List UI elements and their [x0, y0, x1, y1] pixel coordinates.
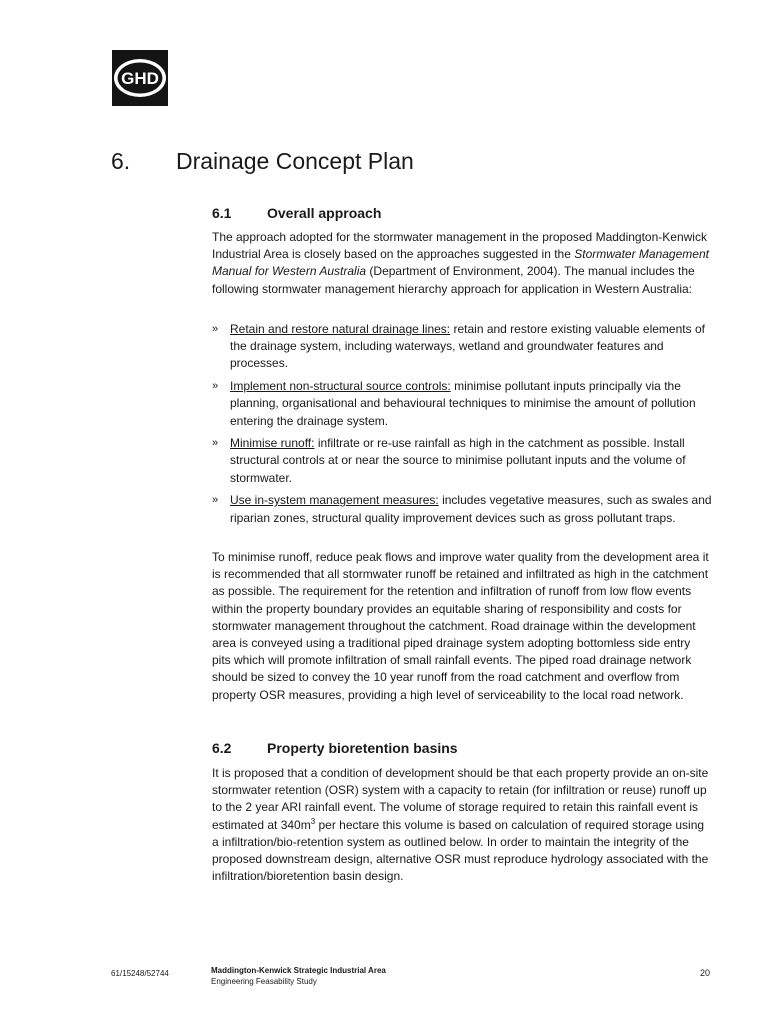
- section-number: 6.1: [212, 205, 232, 221]
- list-item-label: Minimise runoff:: [230, 436, 315, 451]
- section-title: Property bioretention basins: [267, 740, 458, 756]
- intro-text: The approach adopted for the stormwater management in the proposed Maddington-Kenwick Industrial Area is closely based on the approaches suggested in the: [212, 230, 707, 262]
- chapter-heading: [111, 148, 414, 175]
- bullet-glyph: »: [212, 380, 219, 393]
- runoff-paragraph: [212, 549, 712, 704]
- list-item-text: infiltrate or re-use rainfall as high in the catchment as possible. Install structural controls at or near the source to minimise pollutant inputs and the volume of stormwater.: [230, 436, 686, 485]
- document-number: 61/15248/52744: [111, 969, 169, 978]
- chapter-title: Drainage Concept Plan: [176, 148, 414, 174]
- paragraph-text-cont: per hectare this volume is based on calculation of required storage using a infiltration/bio-retention system as outlined below. In order to maintain the integrity of the proposed downstream design, alternative OSR must reproduce hydrology associated with the infiltration/bioretention basin design.: [212, 817, 709, 884]
- bullet-glyph: »: [212, 494, 219, 507]
- list-item-label: Retain and restore natural drainage lines:: [230, 322, 451, 336]
- footer-project-subtitle: Engineering Feasability Study: [211, 976, 317, 986]
- list-item-text: retain and restore existing valuable elements of the drainage system, including waterways, wetland and groundwater features and processes.: [230, 322, 705, 371]
- section-heading-6-2: [212, 740, 458, 756]
- hierarchy-list: [212, 321, 712, 532]
- list-item: [212, 378, 712, 430]
- list-item: [212, 321, 712, 373]
- paragraph-text: It is proposed that a condition of development should be that each property provide an on-site stormwater retention (OSR) system with a capacity to retain (for infiltration or reuse) runoff up to the 2 year ARI rainfall event. The volume of storage required to retain this rainfall event is estimated at 340m: [212, 766, 709, 832]
- list-item-text: includes vegetative measures, such as swales and riparian zones, structural quality improvement devices such as gross pollutant traps.: [230, 493, 712, 525]
- bioretention-paragraph: [212, 765, 712, 885]
- page-number: 20: [699, 968, 710, 978]
- footer-project: [211, 966, 386, 987]
- list-item-label: Use in-system management measures:: [230, 493, 439, 508]
- manual-title: Stormwater Management Manual for Western Australia: [212, 247, 709, 279]
- paragraph-text: To minimise runoff, reduce peak flows and improve water quality from the development area it is recommended that all stormwater runoff be retained and infiltrated as high in the catchment as possible. The requirement for the retention and infiltration of runoff from low flow events within the property boundary provides an equitable sharing of responsibility and costs for stormwater management throughout the catchment. Road drainage within the development area is conveyed using a traditional piped drainage system adopting bottomless side entry pits which will promote infiltration of small rainfall events. The piped road drainage network should be sized to convey the 10 year runoff from the road catchment and overflow from property OSR measures, providing a high level of serviceability to the local road network.: [212, 550, 709, 702]
- company-logo: [112, 50, 168, 106]
- ghd-logo-icon: [112, 50, 168, 106]
- list-item: [212, 492, 712, 526]
- footer-project-title: Maddington-Kenwick Strategic Industrial Area: [211, 966, 386, 975]
- section-number: 6.2: [212, 740, 232, 756]
- superscript: 3: [310, 816, 316, 826]
- intro-text-cont: (Department of Environment, 2004). The manual includes the following stormwater management hierarchy approach for application in Western Australia:: [212, 264, 695, 296]
- chapter-number: 6.: [111, 148, 131, 174]
- bullet-glyph: »: [212, 323, 219, 335]
- list-item: [212, 435, 712, 487]
- logo-wordmark: GHD: [121, 69, 159, 88]
- section-title: Overall approach: [267, 205, 382, 221]
- list-item-label: Implement non-structural source controls:: [230, 379, 451, 394]
- list-item-text: minimise pollutant inputs principally via the planning, organisational and behavioural techniques to minimise the amount of pollution entering the drainage system.: [230, 379, 696, 428]
- section-heading-6-1: [212, 205, 381, 221]
- intro-paragraph: [212, 229, 712, 298]
- bullet-glyph: »: [212, 437, 219, 450]
